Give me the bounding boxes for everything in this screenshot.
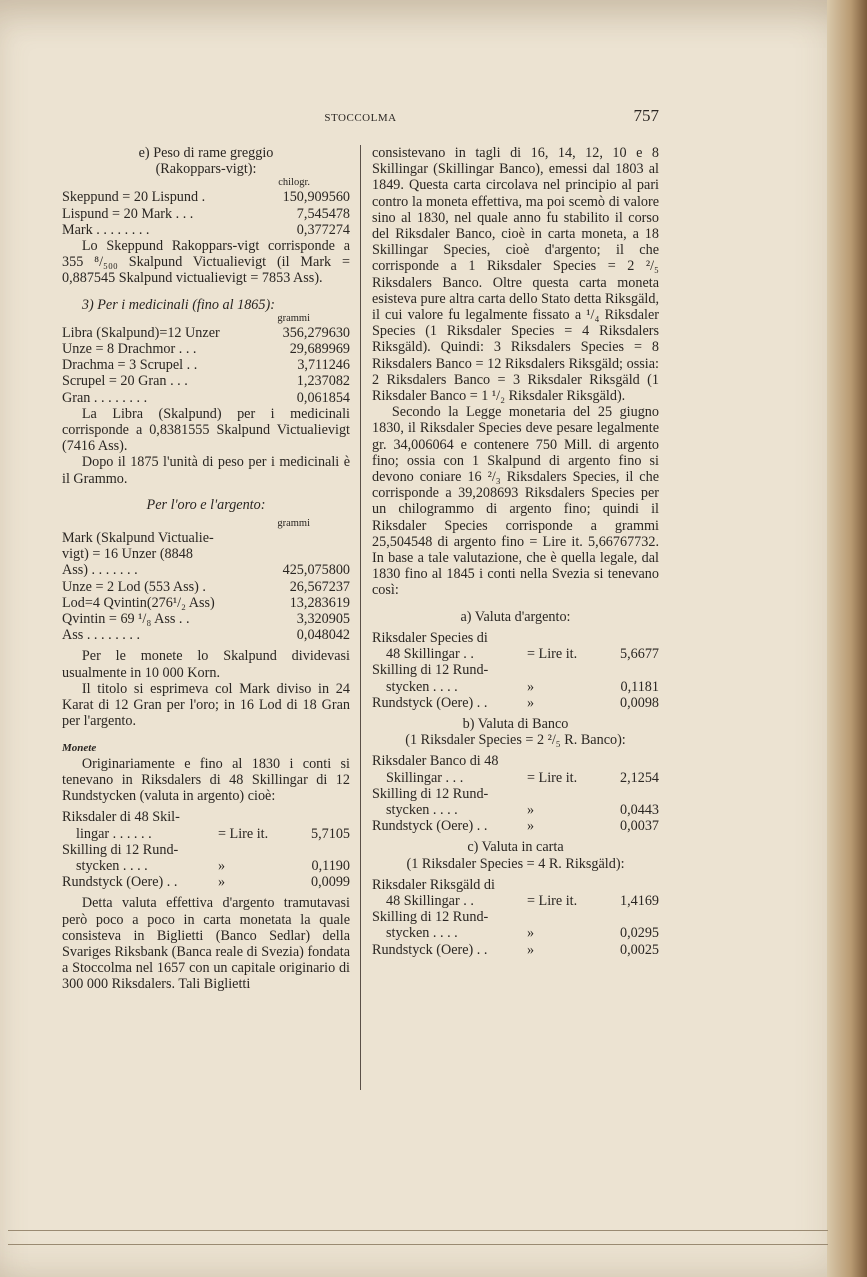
row-label: stycken . . . . bbox=[386, 801, 458, 818]
row-equals: » bbox=[527, 694, 535, 711]
row-label: Drachma = 3 Scrupel . . bbox=[62, 357, 198, 374]
bottom-rule bbox=[8, 1230, 828, 1231]
row-value: 1,4169 bbox=[619, 892, 659, 909]
row-value: 0,0443 bbox=[619, 801, 659, 818]
row-value: 5,7105 bbox=[310, 825, 350, 842]
row-value: 1,237082 bbox=[296, 373, 350, 390]
table-row bbox=[372, 770, 659, 786]
row-value: 150,909560 bbox=[282, 189, 350, 206]
row-label: Skilling di 12 Rund- bbox=[372, 662, 489, 679]
row-label: Qvintin = 69 ¹/₈ Ass . . bbox=[62, 611, 190, 628]
row-label: Riksdaler Riksgäld di bbox=[372, 876, 495, 893]
row-equals: » bbox=[527, 801, 535, 818]
row-equals: » bbox=[218, 874, 226, 891]
row-equals: = Lire it. bbox=[527, 892, 578, 909]
row-value: 26,567237 bbox=[289, 578, 350, 595]
row-label: Lod=4 Qvintin(276¹/₂ Ass) bbox=[62, 594, 215, 611]
gold-silver-note-2: Il titolo si esprimeva col Mark diviso in 24 Karat di 12 Gran per l'oro; in 16 Lod di 18 Gran per l'argento. bbox=[62, 680, 350, 730]
table-row bbox=[62, 842, 350, 858]
row-label: stycken . . . . bbox=[76, 857, 148, 874]
copper-weight-table bbox=[62, 189, 350, 238]
row-value bbox=[607, 630, 659, 646]
row-value: 13,283619 bbox=[289, 594, 350, 611]
row-value: 0,1190 bbox=[311, 857, 350, 874]
table-row bbox=[372, 695, 659, 711]
table-row bbox=[62, 579, 350, 595]
row-value bbox=[607, 909, 659, 925]
copper-note: Lo Skeppund Rakoppars-vigt corrisponde a 355 ⁸/₅₀₀ Skalpund Victualievigt (il Mark = 0,887545 Skalpund victualievigt = 7853 Ass). bbox=[62, 238, 350, 287]
medicinal-weight-table bbox=[62, 325, 350, 406]
table-row bbox=[372, 818, 659, 834]
running-title: STOCCOLMA bbox=[324, 112, 397, 124]
row-equals: » bbox=[527, 925, 535, 942]
table-row bbox=[62, 874, 350, 890]
row-label: Ass . . . . . . . . bbox=[62, 627, 141, 644]
row-label: Unze = 8 Drachmor . . . bbox=[62, 341, 197, 358]
row-equals: = Lire it. bbox=[218, 825, 269, 842]
table-row bbox=[372, 630, 659, 646]
row-equals bbox=[527, 662, 607, 678]
row-label: Libra (Skalpund)=12 Unzer bbox=[62, 324, 220, 341]
row-equals: » bbox=[218, 857, 226, 874]
section-medicinal-title: 3) Per i medicinali (fino al 1865): bbox=[81, 296, 275, 313]
table-row bbox=[372, 802, 659, 818]
table-row bbox=[62, 858, 350, 874]
table-row bbox=[372, 786, 659, 802]
row-label: vigt) = 16 Unzer (8848 bbox=[62, 546, 193, 563]
table-row bbox=[62, 206, 350, 222]
table-row bbox=[372, 893, 659, 909]
row-value: 0,048042 bbox=[296, 627, 350, 644]
left-column bbox=[62, 145, 350, 993]
row-value: 2,1254 bbox=[619, 769, 659, 786]
row-label: 48 Skillingar . . bbox=[386, 646, 474, 663]
table-row bbox=[62, 595, 350, 611]
silver-currency-table bbox=[62, 809, 350, 890]
row-value: 0,1181 bbox=[620, 678, 659, 695]
valuta-banco-table bbox=[372, 753, 659, 834]
row-label: Rundstyck (Oere) . . bbox=[372, 941, 488, 958]
row-label: Mark (Skalpund Victualie- bbox=[62, 530, 214, 547]
medicinal-note-2: Dopo il 1875 l'unità di peso per i medicinali è il Grammo. bbox=[62, 454, 350, 487]
row-label: Riksdaler Species di bbox=[372, 629, 488, 646]
table-row bbox=[62, 325, 350, 341]
row-equals bbox=[527, 630, 607, 646]
section-c-title: c) Valuta in carta bbox=[467, 839, 564, 856]
row-equals bbox=[527, 753, 607, 769]
row-value: 0,0295 bbox=[619, 925, 659, 942]
row-value: 0,061854 bbox=[296, 389, 350, 406]
row-value bbox=[298, 842, 350, 858]
table-row bbox=[372, 679, 659, 695]
row-value bbox=[607, 753, 659, 769]
page-edge-shadow bbox=[827, 0, 867, 1277]
section-c-subtitle: (1 Riksdaler Species = 4 R. Riksgäld): bbox=[406, 855, 625, 872]
table-row bbox=[372, 662, 659, 678]
bottom-rule bbox=[8, 1244, 828, 1245]
row-value: 29,689969 bbox=[289, 341, 350, 358]
row-label: Skeppund = 20 Lispund . bbox=[62, 189, 206, 206]
row-value bbox=[298, 809, 350, 825]
row-value: 5,6677 bbox=[619, 646, 659, 663]
row-label: Skilling di 12 Rund- bbox=[372, 785, 489, 802]
row-value: 0,0025 bbox=[619, 941, 659, 958]
row-equals: » bbox=[527, 678, 535, 695]
table-row bbox=[62, 530, 350, 546]
unit-label-grammi: grammi bbox=[277, 312, 310, 324]
row-label: Rundstyck (Oere) . . bbox=[62, 874, 178, 891]
table-row bbox=[62, 357, 350, 373]
row-label: Skilling di 12 Rund- bbox=[62, 841, 179, 858]
table-row bbox=[372, 909, 659, 925]
row-value: 0,0099 bbox=[310, 874, 350, 891]
row-label: Mark . . . . . . . . bbox=[62, 221, 150, 238]
row-value: 356,279630 bbox=[282, 324, 350, 341]
row-label: Riksdaler Banco di 48 bbox=[372, 753, 499, 770]
valuta-carta-table bbox=[372, 877, 659, 958]
column-divider bbox=[360, 145, 361, 1090]
row-label: Rundstyck (Oere) . . bbox=[372, 818, 488, 835]
table-row bbox=[62, 611, 350, 627]
row-value: 0,377274 bbox=[296, 221, 350, 238]
row-equals bbox=[527, 786, 607, 802]
table-row bbox=[62, 189, 350, 205]
row-value: 0,0037 bbox=[619, 818, 659, 835]
row-value: 3,711246 bbox=[297, 357, 350, 374]
table-row bbox=[372, 877, 659, 893]
row-label: stycken . . . . bbox=[386, 678, 458, 695]
row-label: Skilling di 12 Rund- bbox=[372, 909, 489, 926]
table-row bbox=[372, 942, 659, 958]
row-label: 48 Skillingar . . bbox=[386, 892, 474, 909]
banknote-paragraph: Detta valuta effettiva d'argento tramutavasi però poco a poco in carta monetata la quale consisteva in Biglietti (Banco Sedlar) della Svariges Riksbank (Banca reale di Svezia) fondata a Stoccolma nel 1657 con un capitale originario di 300 000 Riksdalers. Tali Biglietti bbox=[62, 895, 350, 993]
monetary-law-paragraph: Secondo la Legge monetaria del 25 giugno 1830, il Riksdaler Species deve pesare legalmente gr. 34,006064 e contenere 750 Mill. di argento fino; ossia con 1 Skalpund di argento fino si devono coniare 16 ²/₃ Riksdalers Species, il che corrisponde a 39,208693 Riksdalers Species per un chilogrammo di argento fino; quindi il Riksdaler Species corrisponde a grammi 25,504548 di argento fino = Lire it. 5,66767732. In base a tale valutazione, che è quella legale, dal 1830 fino al 1845 i conti nella Svezia si tenevano così: bbox=[372, 404, 659, 599]
table-row bbox=[62, 809, 350, 825]
row-equals bbox=[218, 842, 298, 858]
row-value bbox=[607, 877, 659, 893]
row-label: Skillingar . . . bbox=[386, 769, 464, 786]
row-equals: » bbox=[527, 818, 535, 835]
row-label: Rundstyck (Oere) . . bbox=[372, 694, 488, 711]
section-gold-silver-title: Per l'oro e l'argento: bbox=[146, 496, 266, 513]
unit-label-chilogr: chilogr. bbox=[278, 177, 310, 189]
table-row bbox=[372, 925, 659, 941]
row-label: Lispund = 20 Mark . . . bbox=[62, 205, 194, 222]
table-row bbox=[62, 627, 350, 643]
row-label: Gran . . . . . . . . bbox=[62, 389, 148, 406]
gold-silver-note-1: Per le monete lo Skalpund dividevasi usualmente in 10 000 Korn. bbox=[62, 648, 350, 681]
table-row bbox=[372, 753, 659, 769]
row-equals: = Lire it. bbox=[527, 769, 578, 786]
page-header bbox=[62, 106, 659, 130]
monete-paragraph: Originariamente e fino al 1830 i conti si tenevano in Riksdalers di 48 Skillingar di 12 Rundstycken (valuta in argento) cioè: bbox=[62, 755, 350, 805]
row-value: 425,075800 bbox=[282, 562, 350, 579]
table-row bbox=[62, 341, 350, 357]
row-equals bbox=[527, 877, 607, 893]
row-value bbox=[607, 662, 659, 678]
row-label: stycken . . . . bbox=[386, 925, 458, 942]
table-row bbox=[62, 390, 350, 406]
table-row bbox=[62, 373, 350, 389]
row-value: 7,545478 bbox=[296, 205, 350, 222]
row-value: 3,320905 bbox=[296, 611, 350, 628]
gold-silver-weight-table bbox=[62, 530, 350, 643]
row-equals bbox=[527, 909, 607, 925]
table-row bbox=[62, 826, 350, 842]
table-row bbox=[62, 562, 350, 578]
right-column bbox=[372, 145, 659, 958]
row-equals bbox=[218, 809, 298, 825]
page-number: 757 bbox=[633, 106, 659, 125]
table-row bbox=[62, 222, 350, 238]
section-b-title: b) Valuta di Banco bbox=[462, 715, 569, 732]
section-b-subtitle: (1 Riksdaler Species = 2 ²/₅ R. Banco): bbox=[405, 732, 626, 749]
paper-money-paragraph: consistevano in tagli di 16, 14, 12, 10 e 8 Skillingar (Skillingar Banco), emessi dal 1803 al 1849. Questa carta circolava nel principio al pari contro la moneta effettiva, ma poi scemò di valore sino al 1830, nel quale anno fu stabilito il corso del Riksdaler Banco, cioè in carta moneta, a 18 Skillingar Species, cioè d'argento; il che corrisponde a 1 Riksdaler Species = 2 ²/₅ Riksdalers Banco. Oltre questa carta moneta esisteva pure altra carta dello Stato detta Riksgäld, il cui valore fu legalmente fissato a ¹/₄ Riksdaler Species (1 Riksdaler Species = 4 Riksdalers Riksgäld). Quindi: 3 Riksdalers Species = 8 Riksdalers Banco = 12 Riksdalers Riksgäld; ossia: 2 Riksdalers Banco = 3 Riksdaler Riksgäld (1 Riksdaler Banco = 1 ¹/₂ Riksdaler Riksgäld). bbox=[372, 145, 659, 405]
row-equals: » bbox=[527, 941, 535, 958]
row-label: Ass) . . . . . . . bbox=[62, 562, 138, 579]
table-row bbox=[372, 646, 659, 662]
row-label: Scrupel = 20 Gran . . . bbox=[62, 373, 188, 390]
table-row bbox=[62, 546, 350, 562]
row-value: 0,0098 bbox=[619, 694, 659, 711]
row-label: Riksdaler di 48 Skil- bbox=[62, 809, 180, 826]
row-label: lingar . . . . . . bbox=[76, 825, 152, 842]
medicinal-note-1: La Libra (Skalpund) per i medicinali corrisponde a 0,8381555 Skalpund Victualievigt (7416 Ass). bbox=[62, 405, 350, 455]
row-equals: = Lire it. bbox=[527, 646, 578, 663]
row-label: Unze = 2 Lod (553 Ass) . bbox=[62, 578, 206, 595]
row-value bbox=[607, 786, 659, 802]
unit-label-grammi-2: grammi bbox=[277, 518, 310, 530]
monete-heading: Monete bbox=[62, 741, 97, 754]
section-a-title: a) Valuta d'argento: bbox=[460, 608, 571, 625]
section-e-subtitle: (Rakoppars-vigt): bbox=[155, 161, 257, 178]
section-e-title: e) Peso di rame greggio bbox=[138, 145, 274, 161]
valuta-argento-table bbox=[372, 630, 659, 711]
